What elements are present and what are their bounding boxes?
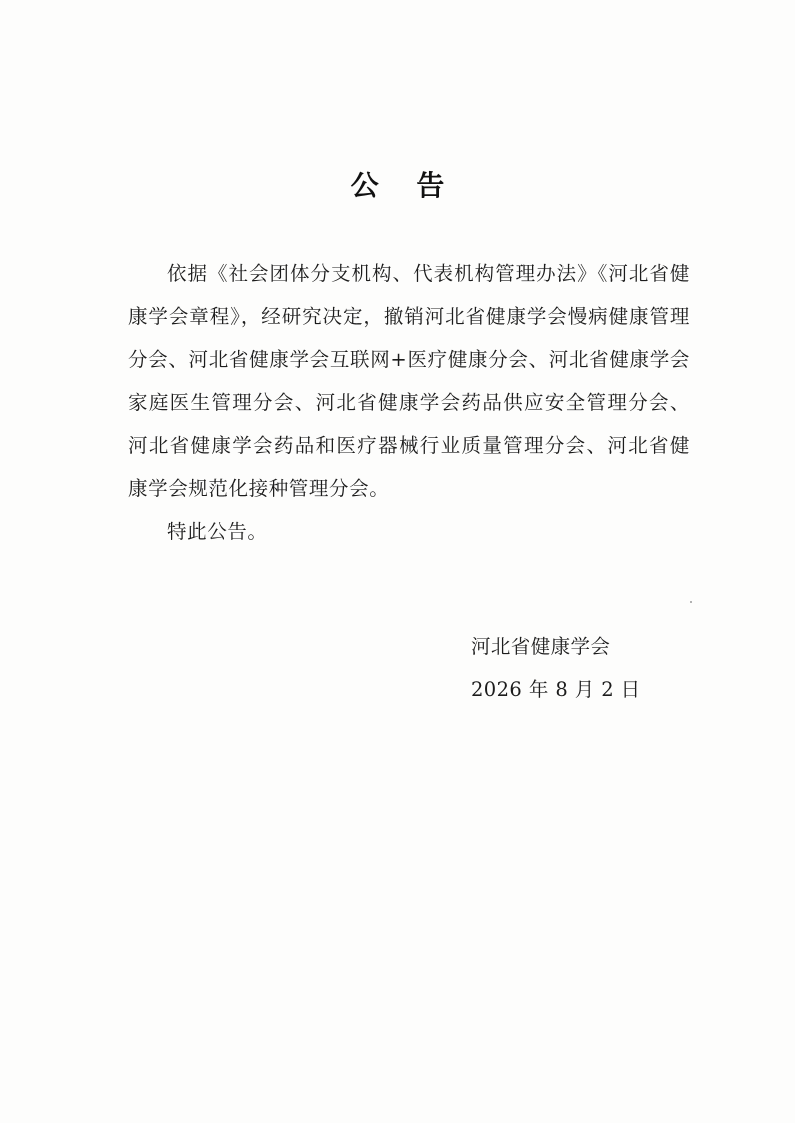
notice-paragraph: 依据《社会团体分支机构、代表机构管理办法》《河北省健康学会章程》，经研究决定，撤销河北省健康学会慢病健康管理分会、河北省健康学会互联网+医疗健康分会、河北省健康学会家庭医生管理分会、河北省健康学会药品供应安全管理分会、河北省健康学会药品和医疗器械行业质量管理分会、河北省健康学会规范化接种管理分会。 <box>128 262 690 500</box>
closing-line: 特此公告。 <box>167 520 268 543</box>
notice-title: 公 告 <box>350 169 459 202</box>
notice-body <box>128 252 690 553</box>
issuing-organization: 河北省健康学会 <box>471 635 611 658</box>
signature-block <box>471 625 641 711</box>
scan-speck <box>690 601 692 603</box>
issue-date: 2026 年 8 月 2 日 <box>471 678 641 701</box>
